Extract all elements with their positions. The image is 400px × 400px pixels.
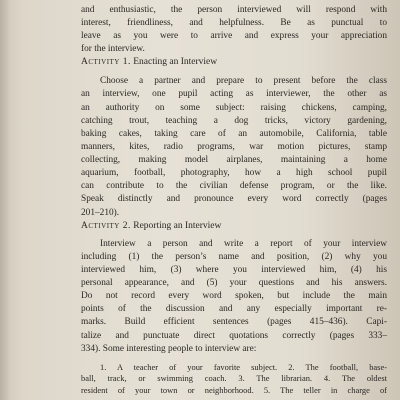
text-line: Interview a person and write a report of your interview [100, 238, 387, 249]
text-line: aquarium, football, photography, how a high school pupil [81, 168, 387, 179]
text-line: for the interview. [81, 44, 145, 55]
text-line: including (1) the person’s name and position, (2) why you [81, 251, 387, 262]
text-line: leave as you were to arrive and express your appreciation [81, 31, 387, 42]
text-line: points of the discussion and any especially important re- [81, 304, 387, 315]
activity-2-title: Reporting an Interview [133, 220, 222, 231]
text-line: an interview, one pupil acting as interviewer, the other as [81, 89, 387, 100]
activity-1-title: Enacting an Interview [133, 57, 218, 68]
text-line: interviewed him, (3) where you interviewed him, (4) his [81, 264, 387, 275]
text-line: interest, friendliness, and helpfulness. Be as punctual to [81, 18, 387, 29]
text-line: manners, kites, radio programs, war motion pictures, stamp [81, 141, 387, 152]
page-binding-shadow [0, 0, 10, 400]
activity-2-label: Activity 2. [81, 220, 131, 231]
text-line: baking cakes, taking care of an automobile, California, table [81, 128, 387, 139]
text-line: Choose a partner and prepare to present before the class [100, 76, 387, 87]
text-line: 334). Some interesting people to interview are: [81, 343, 257, 354]
activity-2-heading [81, 220, 221, 233]
text-line: collecting, making model airplanes, maintaining a home [81, 155, 387, 166]
text-line: Speak distinctly and pronounce every word correctly (pages [81, 194, 387, 205]
text-line: personal appearance, and (5) your questions and his answers. [81, 278, 387, 289]
list-line: ball, track, or swimming coach. 3. The librarian. 4. The oldest [81, 373, 387, 384]
text-line: and enthusiastic, the person interviewed will respond with [81, 5, 387, 15]
list-line: 1. A teacher of your favorite subject. 2. The football, base- [100, 361, 387, 372]
text-line: 201–210). [81, 207, 120, 218]
activity-1-label: Activity 1. [81, 57, 131, 68]
text-line: an authority on some subject: raising chickens, camping, [81, 102, 387, 113]
text-line: Do not record every word spoken, but include the main [81, 291, 387, 302]
text-line: talize and punctuate direct quotations correctly (pages 333– [81, 330, 387, 341]
text-line: marks. Build efficient sentences (pages 415–436). Capi- [81, 317, 387, 328]
activity-1-heading [81, 56, 217, 69]
text-line: catching trout, teaching a dog tricks, victory gardening, [81, 115, 387, 126]
list-line: resident of your town or neighborhood. 5. The teller in charge of [81, 384, 387, 395]
text-line: can contribute to the civilian defense program, or the like. [81, 181, 387, 192]
